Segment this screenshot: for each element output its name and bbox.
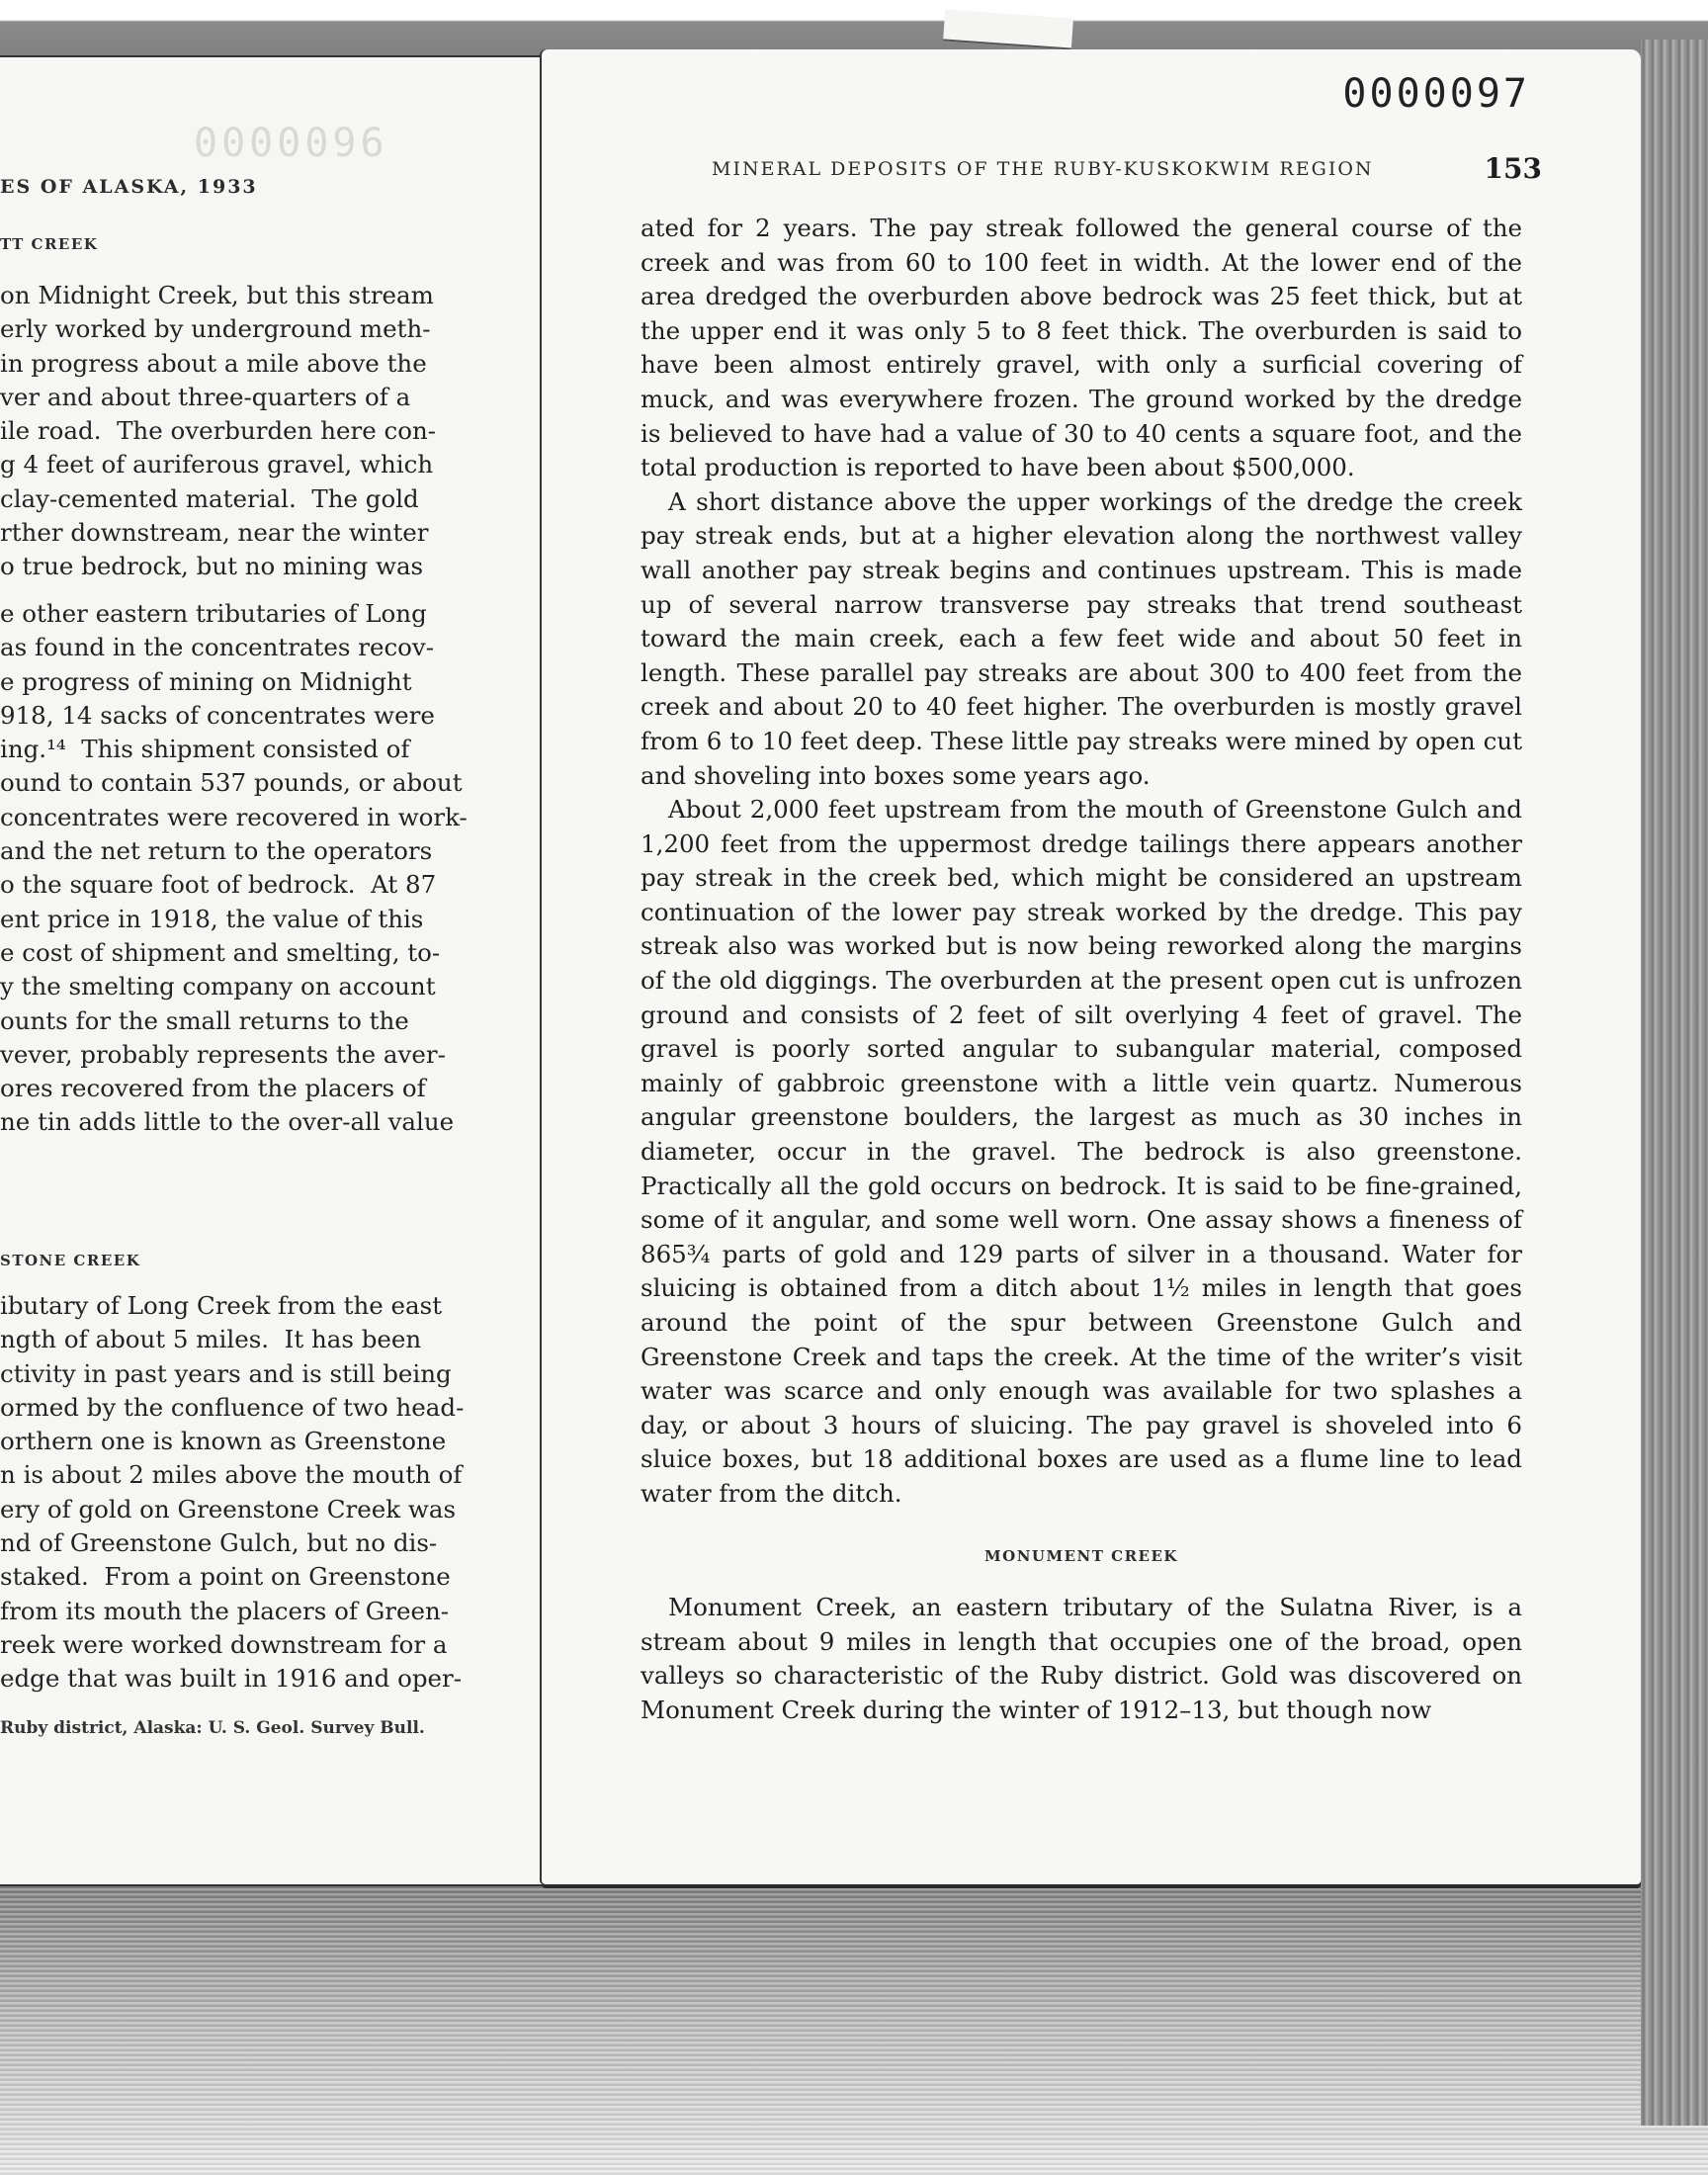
left-text-line: n is about 2 miles above the mouth of	[0, 1460, 463, 1490]
left-text-line: ne tin adds little to the over-all value	[0, 1107, 455, 1137]
page-folio: 153	[1484, 152, 1542, 185]
left-footnote: Ruby district, Alaska: U. S. Geol. Survey Bull.	[0, 1718, 425, 1738]
left-running-head: ES OF ALASKA, 1933	[0, 176, 258, 198]
left-text-line: concentrates were recovered in work-	[0, 802, 468, 831]
left-text-line: from its mouth the placers of Green-	[0, 1596, 450, 1625]
paragraph-3: About 2,000 feet upstream from the mouth of Greenstone Gulch and 1,200 feet from the uppermost dredge tailings there appears another pay streak in the creek bed, which might be considered an upstream continuation of the lower pay streak worked by the dredge. This pay streak also was worked but is now being reworked along the margins of the old diggings. The overburden at the present open cut is unfrozen ground and consists of 2 feet of silt overlying 4 feet of gravel. The gravel is poorly sorted angular to subangular material, composed mainly of gabbroic greenstone with a little vein quartz. Numerous angular greenstone boulders, the largest as much as 30 inches in diameter, occur in the gravel. The bedrock is also greenstone. Practically all the gold occurs on bedrock. It is said to be fine-grained, some of it angular, and some well worn. One assay shows a fineness of 865¾ parts of gold and 129 parts of silver in a thousand. Water for sluicing is obtained from a ditch about 1½ miles in length that goes around the point of the spur between Greenstone Gulch and Greenstone Creek and taps the creek. At the time of the writer’s visit water was scarce and only enough was available for two splashes a day, or about 3 hours of sluicing. The pay gravel is shoveled into 6 sluice boxes, but 18 additional boxes are used as a flume line to lead water from the ditch.	[640, 795, 1522, 1508]
left-text-line: ibutary of Long Creek from the east	[0, 1291, 443, 1320]
left-text-line: ver and about three-quarters of a	[0, 382, 411, 411]
left-text-line: erly worked by underground meth-	[0, 314, 431, 344]
left-text-line: ngth of about 5 miles. It has been	[0, 1325, 422, 1354]
left-text-line: 918, 14 sacks of concentrates were	[0, 700, 435, 730]
left-text-line: ormed by the confluence of two head-	[0, 1392, 465, 1422]
left-text-line: orthern one is known as Greenstone	[0, 1427, 447, 1456]
left-text-line: clay-cemented material. The gold	[0, 483, 419, 513]
left-text-line: y the smelting company on account	[0, 972, 436, 1001]
left-text-block-1	[0, 279, 470, 584]
page-edge-shadow	[1641, 40, 1708, 2126]
left-text-line: o true bedrock, but no mining was	[0, 552, 424, 581]
right-running-head: MINERAL DEPOSITS OF THE RUBY-KUSKOKWIM REGION	[712, 158, 1374, 180]
left-text-line: e other eastern tributaries of Long	[0, 599, 427, 628]
left-text-line: rther downstream, near the winter	[0, 518, 429, 548]
left-text-line: e cost of shipment and smelting, to-	[0, 937, 441, 967]
left-text-line: g 4 feet of auriferous gravel, which	[0, 450, 434, 479]
left-section-head-1: TT CREEK	[0, 235, 99, 253]
left-text-line: e progress of mining on Midnight	[0, 666, 412, 696]
right-page	[542, 49, 1641, 1884]
left-text-line: as found in the concentrates recov-	[0, 633, 435, 662]
left-text-line: ery of gold on Greenstone Creek was	[0, 1494, 457, 1523]
left-text-line: in progress about a mile above the	[0, 348, 427, 378]
left-text-line: on Midnight Creek, but this stream	[0, 281, 434, 309]
left-text-line: staked. From a point on Greenstone	[0, 1562, 451, 1592]
left-text-line: ctivity in past years and is still being	[0, 1358, 452, 1388]
left-text-line: ores recovered from the placers of	[0, 1074, 426, 1103]
left-text-block-2	[0, 597, 470, 1140]
left-text-line: ile road. The overburden here con-	[0, 416, 437, 446]
page-stamp-number: 0000097	[1342, 71, 1530, 117]
left-text-line: and the net return to the operators	[0, 836, 433, 866]
left-section-head-2: STONE CREEK	[0, 1252, 141, 1269]
left-text-line: vever, probably represents the aver-	[0, 1039, 446, 1069]
paragraph-2: A short distance above the upper workings of the dredge the creek pay streak ends, but at a higher elevation along the northwest valley wall another pay streak begins and continues upstream. This is made up of several narrow transverse pay streaks that trend southeast toward the main creek, each a few feet wide and about 50 feet in length. These parallel pay streaks are about 300 to 400 feet from the creek and about 20 to 40 feet higher. The overburden is mostly gravel from 6 to 10 feet deep. These little pay streaks were mined by open cut and shoveling into boxes some years ago.	[640, 486, 1522, 790]
right-body-text	[640, 212, 1522, 1728]
scanner-streaks	[0, 1859, 1708, 2175]
paragraph-4: Monument Creek, an eastern tributary of the Sulatna River, is a stream about 9 miles in length that occupies one of the broad, open valleys so characteristic of the Ruby district. Gold was discovered on Monument Creek during the winter of 1912–13, but though now	[640, 1593, 1522, 1724]
left-text-line: nd of Greenstone Gulch, but no dis-	[0, 1528, 438, 1558]
left-text-line: edge that was built in 1916 and oper-	[0, 1664, 463, 1694]
left-text-line: ing.¹⁴ This shipment consisted of	[0, 735, 410, 764]
ghost-stamp-number: 0000096	[194, 121, 388, 166]
left-text-line: ounts for the small returns to the	[0, 1005, 409, 1035]
left-text-block-3	[0, 1289, 470, 1696]
left-text-line: ent price in 1918, the value of this	[0, 904, 424, 933]
left-text-line: reek were worked downstream for a	[0, 1629, 448, 1659]
monument-creek-heading: MONUMENT CREEK	[984, 1546, 1178, 1565]
left-page	[0, 57, 550, 1884]
left-text-line: ound to contain 537 pounds, or about	[0, 768, 463, 798]
left-text-line: o the square foot of bedrock. At 87	[0, 870, 437, 900]
paragraph-1: ated for 2 years. The pay streak followed the general course of the creek and was from 60 to 100 feet in width. At the lower end of the area dredged the overburden above bedrock was 25 feet thick, but at the upper end it was only 5 to 8 feet thick. The overburden is said to have been almost entirely gravel, with only a surficial covering of muck, and was everywhere frozen. The ground worked by the dredge is believed to have had a value of 30 to 40 cents a square foot, and the total production is reported to have been about $500,000.	[640, 214, 1522, 482]
